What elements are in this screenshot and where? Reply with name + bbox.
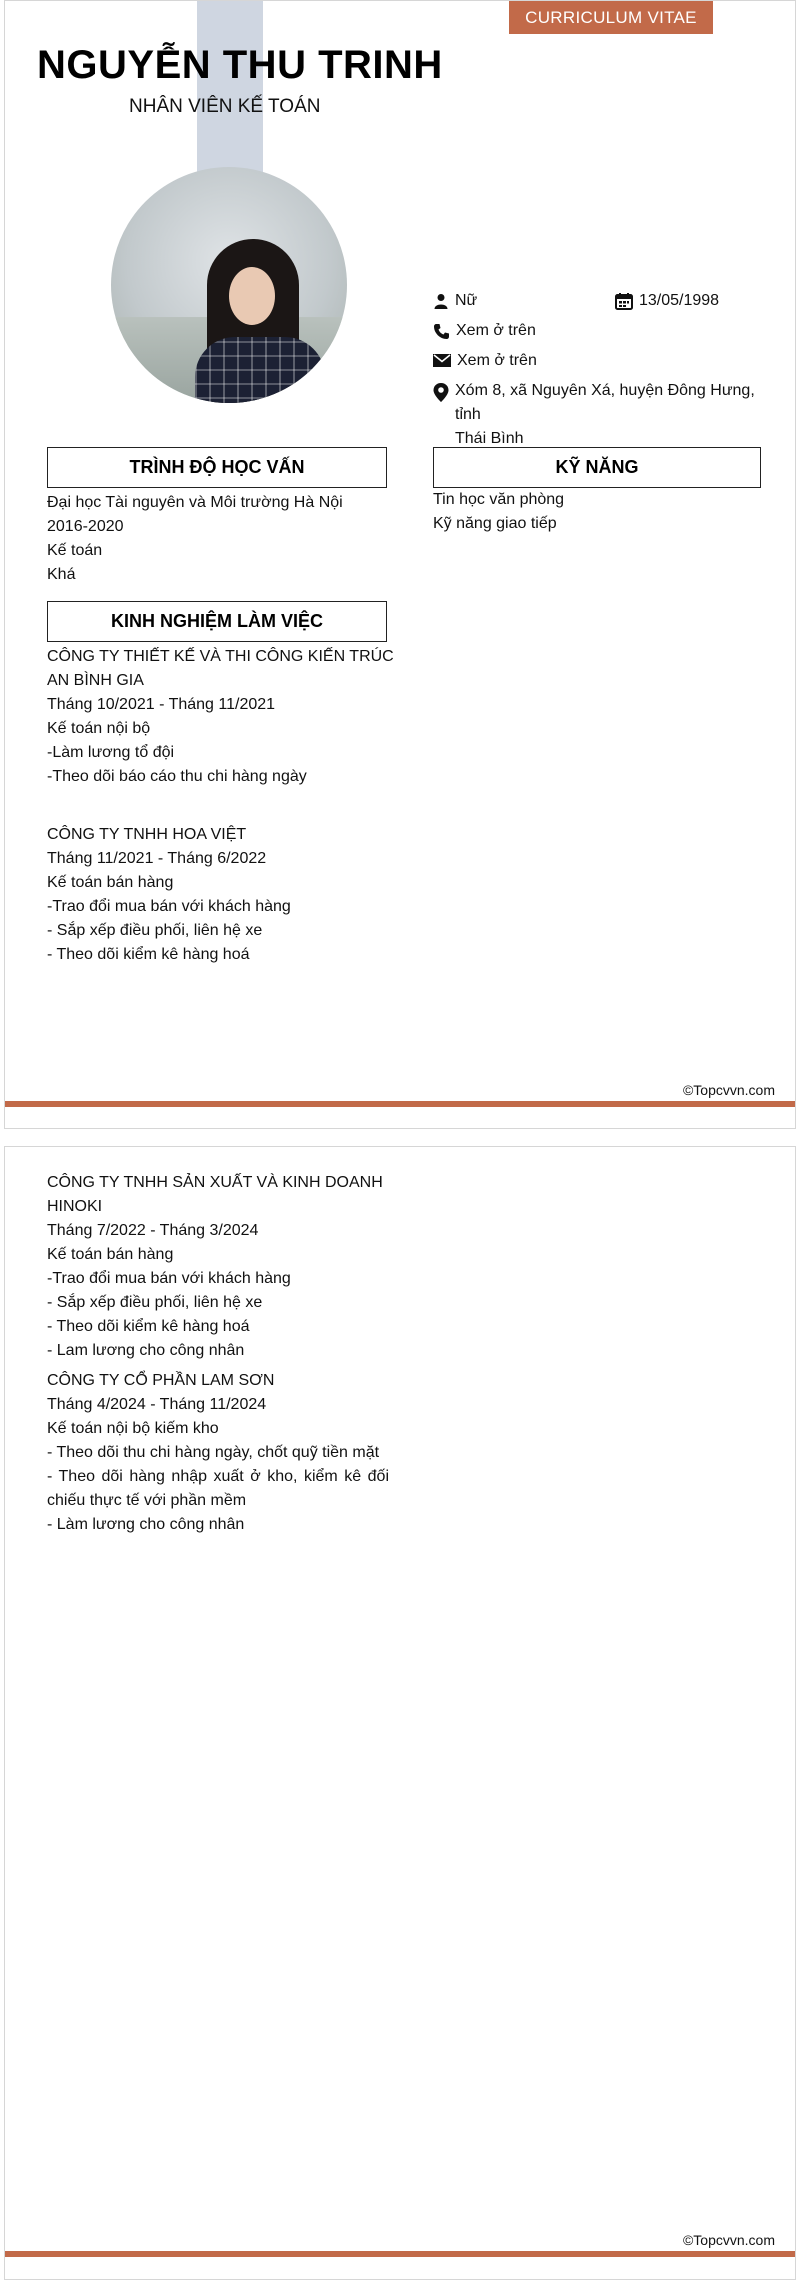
contact-phone <box>433 319 536 343</box>
job-role: Kế toán nội bộ <box>47 720 151 737</box>
job-company: CÔNG TY TNHH SẢN XUẤT VÀ KINH DOANH <box>47 1174 383 1191</box>
job-3 <box>47 1171 383 1363</box>
education-years: 2016-2020 <box>47 518 124 535</box>
job-role: Kế toán nội bộ kiếm kho <box>47 1420 219 1437</box>
job-duty: - Theo dõi kiểm kê hàng hoá <box>47 946 250 963</box>
job-duty: - Lam lương cho công nhân <box>47 1342 245 1359</box>
job-period: Tháng 10/2021 - Tháng 11/2021 <box>47 696 276 713</box>
education-grade: Khá <box>47 566 76 583</box>
footer-accent-line <box>5 2251 795 2257</box>
education-header: TRÌNH ĐỘ HỌC VẤN <box>47 447 387 488</box>
contact-address <box>433 379 783 451</box>
cv-page-1 <box>4 0 796 1129</box>
address-value <box>455 379 783 451</box>
contact-dob <box>615 289 719 313</box>
address-line-2: Thái Bình <box>455 430 524 447</box>
cv-badge: CURRICULUM VITAE <box>509 1 713 34</box>
job-1 <box>47 645 394 789</box>
education-school: Đại học Tài nguyên và Môi trường Hà Nội <box>47 494 343 511</box>
job-period: Tháng 4/2024 - Tháng 11/2024 <box>47 1396 267 1413</box>
footer-brand: ©Topcvvn.com <box>682 1082 775 1098</box>
contact-email <box>433 349 537 373</box>
skill-item: Kỹ năng giao tiếp <box>433 515 557 532</box>
job-company-cont: AN BÌNH GIA <box>47 672 144 689</box>
job-4 <box>47 1369 389 1537</box>
envelope-icon <box>433 353 451 367</box>
job-company: CÔNG TY TNHH HOA VIỆT <box>47 826 247 843</box>
footer-brand: ©Topcvvn.com <box>682 2232 775 2248</box>
job-duty: -Trao đổi mua bán với khách hàng <box>47 1270 291 1287</box>
job-duty: -Theo dõi báo cáo thu chi hàng ngày <box>47 768 307 785</box>
location-pin-icon <box>433 383 449 402</box>
calendar-icon <box>615 293 633 310</box>
job-duty: - Theo dõi kiểm kê hàng hoá <box>47 1318 250 1335</box>
job-period: Tháng 11/2021 - Tháng 6/2022 <box>47 850 267 867</box>
skills-list <box>433 488 564 536</box>
person-icon <box>433 293 449 309</box>
footer-accent-line <box>5 1101 795 1107</box>
job-duty: - Theo dõi hàng nhập xuất ở kho, kiểm kê đối chiếu thực tế với phần mềm <box>47 1468 389 1509</box>
cv-page-2 <box>4 1146 796 2280</box>
education-major: Kế toán <box>47 542 103 559</box>
job-duty: - Sắp xếp điều phối, liên hệ xe <box>47 1294 263 1311</box>
job-company: CÔNG TY THIẾT KẾ VÀ THI CÔNG KIẾN TRÚC <box>47 648 394 665</box>
candidate-name: NGUYỄN THU TRINH <box>37 43 443 87</box>
job-period: Tháng 7/2022 - Tháng 3/2024 <box>47 1222 259 1239</box>
phone-icon <box>433 323 450 340</box>
job-role: Kế toán bán hàng <box>47 874 174 891</box>
job-2 <box>47 823 291 967</box>
job-duty: - Theo dõi thu chi hàng ngày, chốt quỹ tiền mặt <box>47 1444 380 1461</box>
job-role: Kế toán bán hàng <box>47 1246 174 1263</box>
job-company: CÔNG TY CỔ PHẦN LAM SƠN <box>47 1372 275 1389</box>
phone-value: Xem ở trên <box>456 322 536 339</box>
experience-header: KINH NGHIỆM LÀM VIỆC <box>47 601 387 642</box>
job-duty: -Trao đổi mua bán với khách hàng <box>47 898 291 915</box>
profile-photo <box>111 167 347 403</box>
skills-header: KỸ NĂNG <box>433 447 761 488</box>
dob-value: 13/05/1998 <box>639 292 720 309</box>
gender-value: Nữ <box>455 292 478 309</box>
job-duty: -Làm lương tổ đội <box>47 744 175 761</box>
skill-item: Tin học văn phòng <box>433 491 565 508</box>
email-value: Xem ở trên <box>457 352 537 369</box>
job-duty: - Làm lương cho công nhân <box>47 1516 245 1533</box>
candidate-position: NHÂN VIÊN KẾ TOÁN <box>129 96 321 117</box>
job-duty: - Sắp xếp điều phối, liên hệ xe <box>47 922 263 939</box>
address-line-1: Xóm 8, xã Nguyên Xá, huyện Đông Hưng, tỉnh <box>455 382 755 423</box>
job-company-cont: HINOKI <box>47 1198 103 1215</box>
education-details <box>47 491 343 587</box>
contact-gender <box>433 289 477 313</box>
